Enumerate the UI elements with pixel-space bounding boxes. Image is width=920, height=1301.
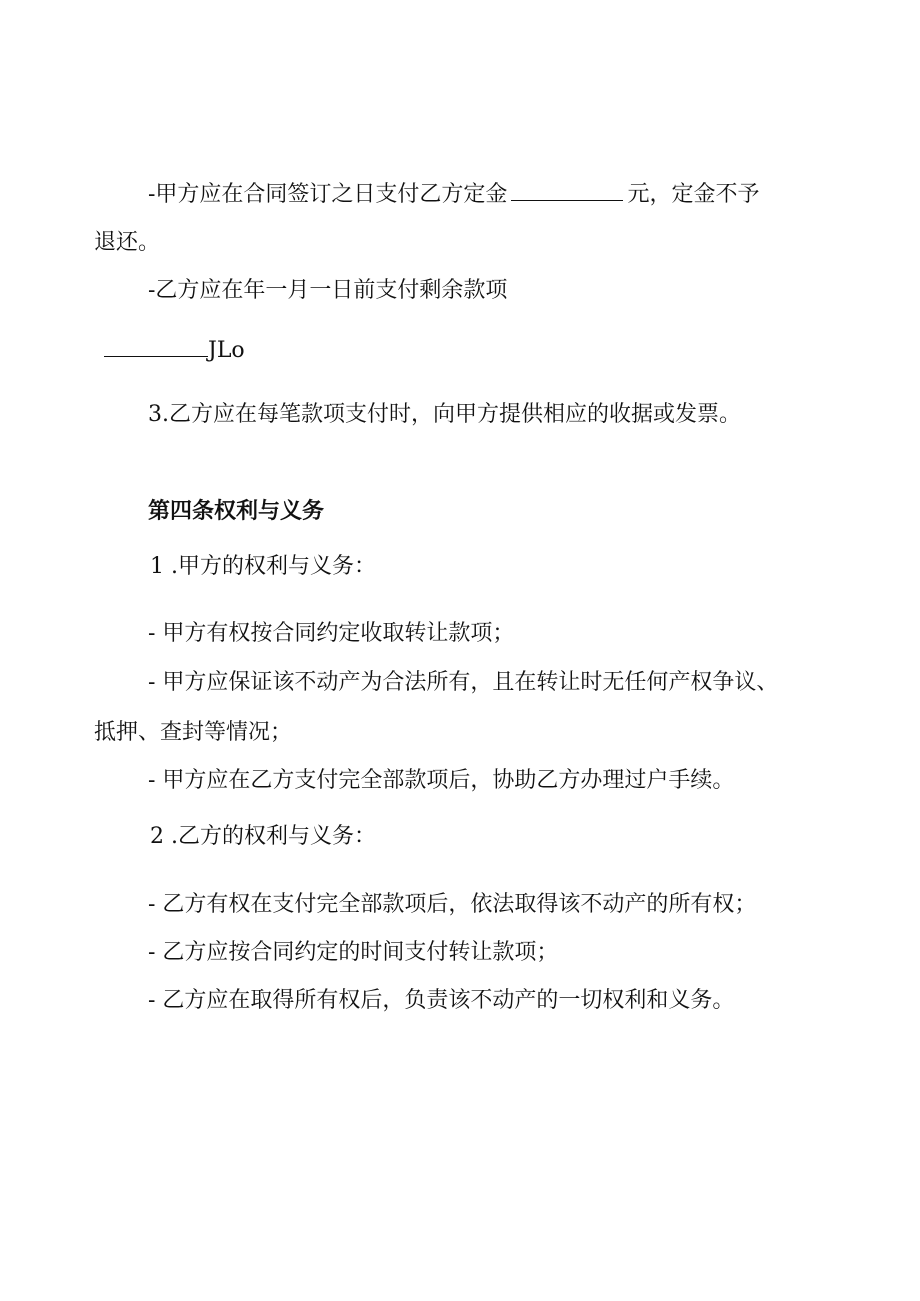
party-a-item: - 甲方应在乙方支付完全部款项后，协助乙方办理过户手续。 [148, 768, 735, 793]
party-a-heading: 1 .甲方的权利与义务： [150, 554, 376, 579]
deposit-clause-line [148, 182, 759, 206]
deposit-clause-text-end: 元，定金不予 [627, 182, 760, 207]
deposit-clause-text: -甲方应在合同签订之日支付乙方定金 [148, 182, 508, 207]
party-a-item: - 甲方有权按合同约定收取转让款项； [148, 621, 515, 646]
remaining-amount-suffix: JLo [208, 338, 245, 363]
remaining-amount-line [104, 338, 245, 362]
article-4-title: 第四条权利与义务 [148, 498, 325, 524]
party-a-item: - 甲方应保证该不动产为合法所有，且在转让时无任何产权争议、 [148, 670, 779, 695]
party-b-heading: 2 .乙方的权利与义务： [150, 824, 376, 849]
party-b-item: - 乙方应在取得所有权后，负责该不动产的一切权利和义务。 [148, 988, 735, 1013]
receipt-clause: 3.乙方应在每笔款项支付时，向甲方提供相应的收据或发票。 [148, 402, 741, 427]
remaining-payment-line: -乙方应在年一月一日前支付剩余款项 [148, 278, 508, 303]
deposit-amount-blank [511, 182, 623, 201]
party-a-item-continuation: 抵押、查封等情况； [94, 720, 293, 745]
party-b-item: - 乙方有权在支付完全部款项后，依法取得该不动产的所有权； [148, 892, 757, 917]
party-b-item: - 乙方应按合同约定的时间支付转让款项； [148, 940, 559, 965]
deposit-clause-continuation: 退还。 [94, 230, 161, 255]
remaining-amount-blank [104, 338, 208, 357]
